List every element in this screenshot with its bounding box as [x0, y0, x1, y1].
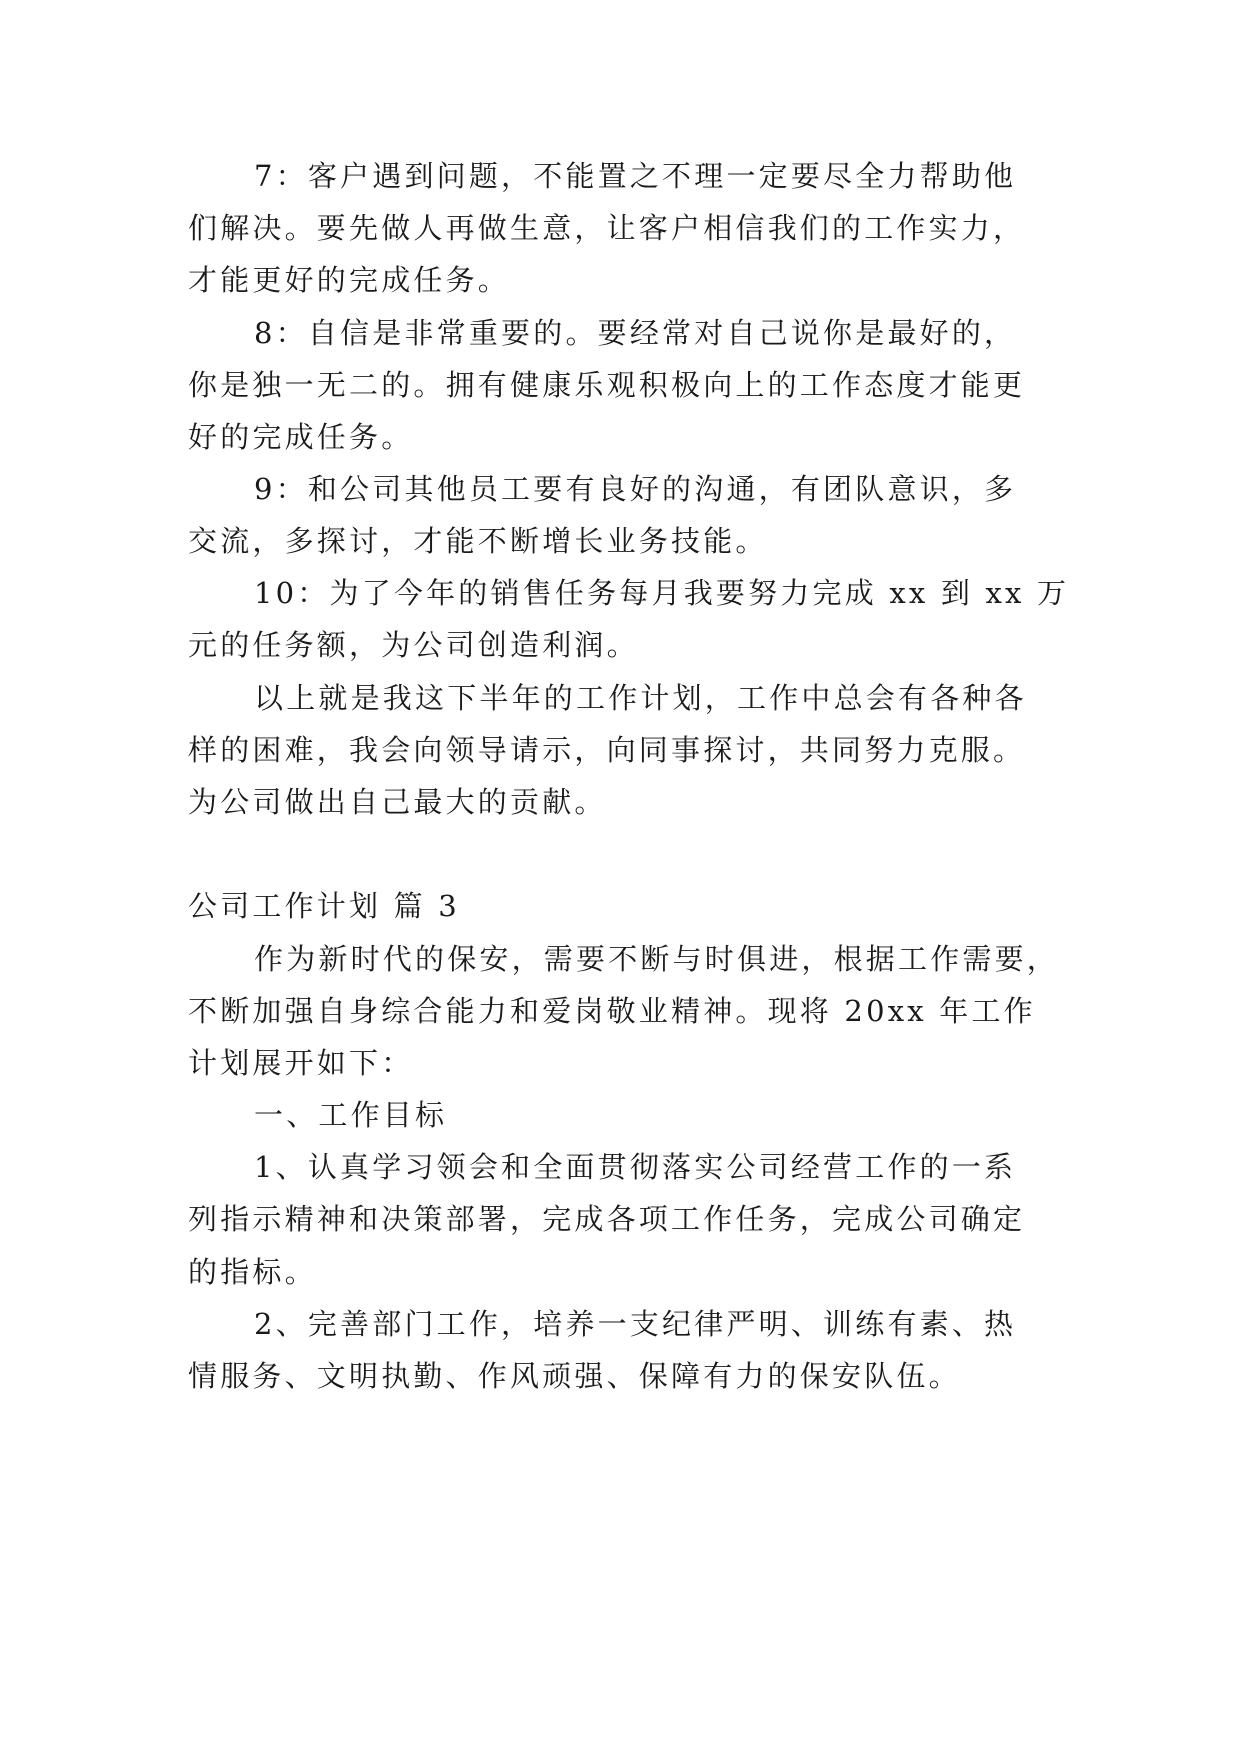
intro-line-3: 计划展开如下： [188, 1046, 414, 1080]
paragraph-8-line-1: 8：自信是非常重要的。要经常对自己说你是最好的， [254, 316, 1017, 350]
goal-1-line-2: 列指示精神和决策部署，完成各项工作任务，完成公司确定 [188, 1202, 1026, 1236]
goal-2-line-1: 2、完善部门工作，培养一支纪律严明、训练有素、热 [254, 1307, 1017, 1341]
subheading-goals: 一、工作目标 [254, 1098, 448, 1132]
paragraph-8-line-3: 好的完成任务。 [188, 420, 414, 454]
paragraph-7-line-3: 才能更好的完成任务。 [188, 263, 511, 297]
goal-1-line-3: 的指标。 [188, 1255, 317, 1289]
summary-line-1: 以上就是我这下半年的工作计划，工作中总会有各种各 [254, 681, 1027, 715]
paragraph-10-line-1: 10：为了今年的销售任务每月我要努力完成 xx 到 xx 万 [254, 576, 1070, 610]
paragraph-9-line-2: 交流，多探讨，才能不断增长业务技能。 [188, 524, 768, 558]
section-heading: 公司工作计划 篇 3 [188, 889, 460, 923]
goal-2-line-2: 情服务、文明执勤、作风顽强、保障有力的保安队伍。 [188, 1359, 961, 1393]
intro-line-1: 作为新时代的保安，需要不断与时俱进，根据工作需要， [254, 942, 1060, 976]
summary-line-2: 样的困难，我会向领导请示，向同事探讨，共同努力克服。 [188, 733, 1026, 767]
paragraph-9-line-1: 9：和公司其他员工要有良好的沟通，有团队意识，多 [254, 472, 1017, 506]
paragraph-10-line-2: 元的任务额，为公司创造利润。 [188, 628, 639, 662]
summary-line-3: 为公司做出自己最大的贡献。 [188, 785, 607, 819]
intro-line-2: 不断加强自身综合能力和爱岗敬业精神。现将 20xx 年工作 [188, 994, 1036, 1028]
paragraph-7-line-1: 7：客户遇到问题，不能置之不理一定要尽全力帮助他 [254, 159, 1017, 193]
paragraph-8-line-2: 你是独一无二的。拥有健康乐观积极向上的工作态度才能更 [188, 368, 1026, 402]
goal-1-line-1: 1、认真学习领会和全面贯彻落实公司经营工作的一系 [254, 1150, 1017, 1184]
paragraph-7-line-2: 们解决。要先做人再做生意，让客户相信我们的工作实力， [188, 211, 1026, 245]
